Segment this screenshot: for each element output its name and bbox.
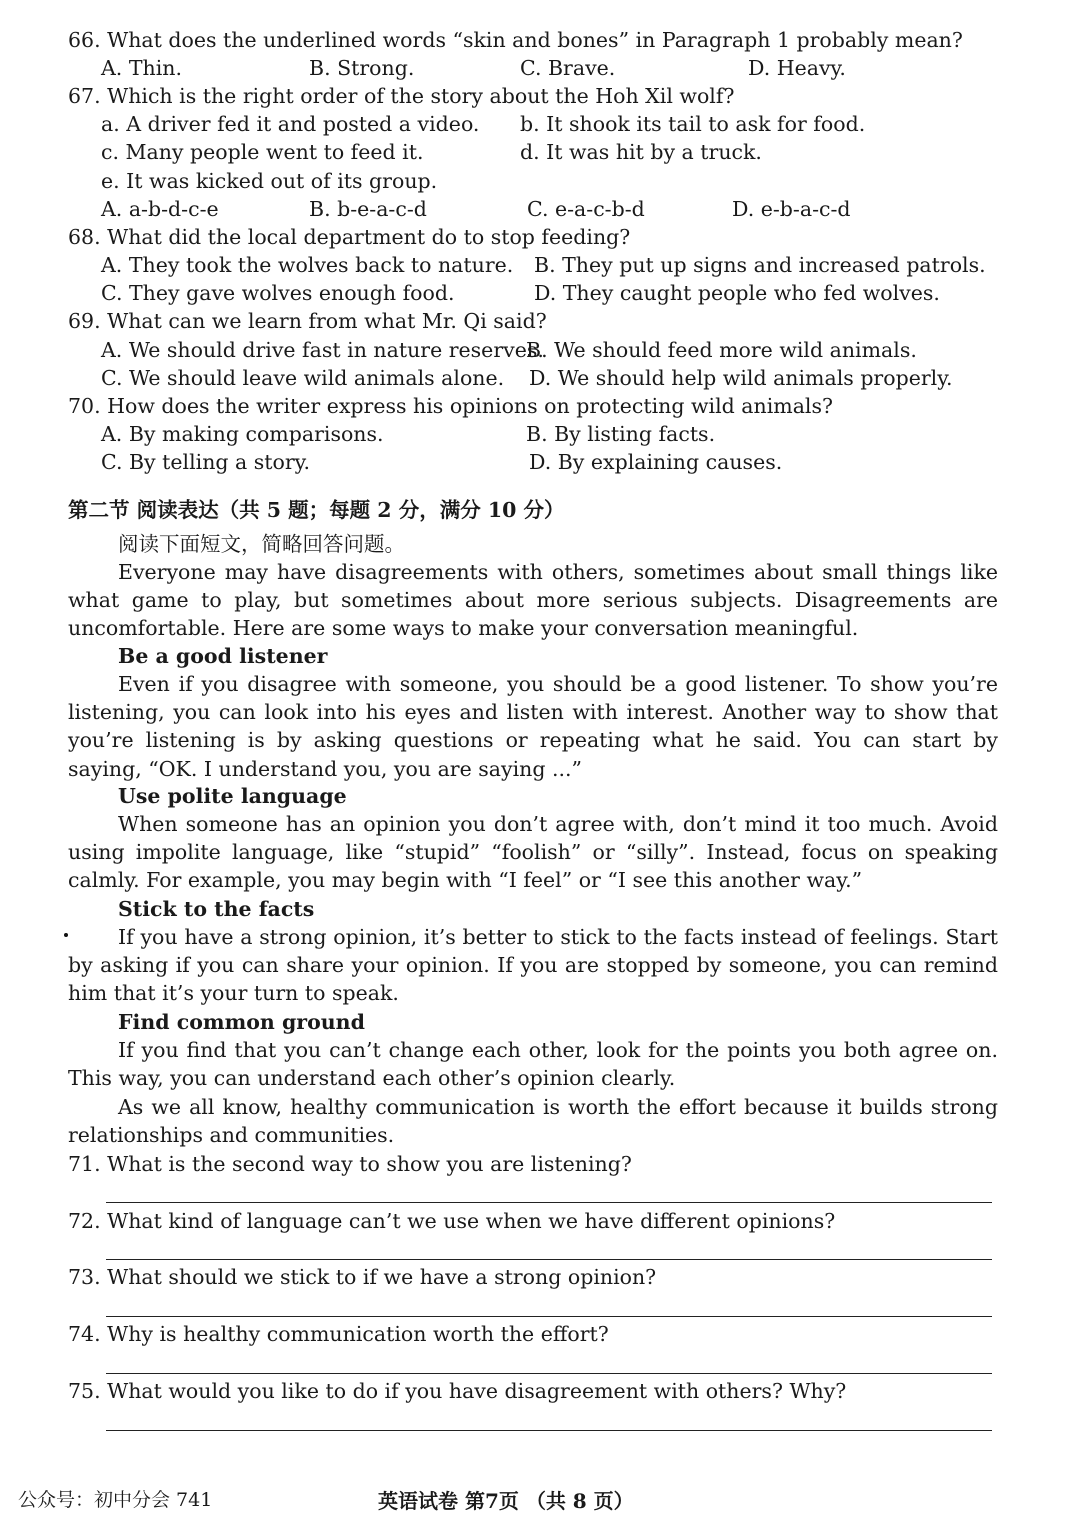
option-69-b: B. We should feed more wild animals. [526, 338, 917, 362]
answer-line-71[interactable] [106, 1202, 992, 1203]
question-68: 68. What did the local department do to stop feeding? [68, 225, 631, 249]
passage-paragraph-3 [68, 810, 998, 895]
option-67-a: A. a-b-d-c-e [101, 197, 219, 221]
passage-text: Everyone may have disagreements with others, sometimes about small things like what game to play, but sometimes about more serious subjects. Disagreements are uncomfortable. Here are some ways to make your conversation meaningful. [68, 560, 998, 641]
passage-text: If you have a strong opinion, it’s better to stick to the facts instead of feelings. Start by asking if you can share your opinion. If you are stopped by someone, you can remind him that it’s your turn to speak. [68, 925, 998, 1006]
option-70-a: A. By making comparisons. [101, 422, 384, 446]
option-68-c: C. They gave wolves enough food. [101, 281, 455, 305]
passage-text: Even if you disagree with someone, you should be a good listener. To show you’re listening, you can look into his eyes and listen with interest. Another way to show that you’re listening is by asking questions or repeating what he said. You can start by saying, “OK. I understand you, you are saying ...” [68, 672, 998, 781]
passage-heading-1: Be a good listener [118, 644, 328, 668]
event-67-d: d. It was hit by a truck. [520, 140, 762, 164]
passage-heading-3: Stick to the facts [118, 897, 315, 921]
option-66-b: B. Strong. [309, 56, 415, 80]
option-67-b: B. b-e-a-c-d [309, 197, 427, 221]
option-69-a: A. We should drive fast in nature reserves. [101, 338, 544, 362]
option-68-b: B. They put up signs and increased patrols. [534, 253, 986, 277]
section-instruction: 阅读下面短文，简略回答问题。 [118, 532, 405, 556]
option-66-d: D. Heavy. [748, 56, 846, 80]
option-69-c: C. We should leave wild animals alone. [101, 366, 505, 390]
passage-heading-2: Use polite language [118, 784, 347, 808]
option-69-d: D. We should help wild animals properly. [529, 366, 953, 390]
answer-line-72[interactable] [106, 1259, 992, 1260]
footer-page-number: 英语试卷 第7页 （共 8 页） [378, 1489, 634, 1513]
option-67-d: D. e-b-a-c-d [732, 197, 851, 221]
passage-text: As we all know, healthy communication is worth the effort because it builds strong relationships and communities. [68, 1095, 998, 1148]
event-67-b: b. It shook its tail to ask for food. [520, 112, 866, 136]
option-66-a: A. Thin. [101, 56, 182, 80]
passage-paragraph-1 [68, 558, 998, 643]
option-68-d: D. They caught people who fed wolves. [534, 281, 940, 305]
passage-text: If you find that you can’t change each other, look for the points you both agree on. This way, you can understand each other’s opinion clearly. [68, 1038, 998, 1091]
answer-line-73[interactable] [106, 1316, 992, 1317]
passage-paragraph-6 [68, 1093, 998, 1149]
question-71: 71. What is the second way to show you are listening? [68, 1152, 632, 1176]
option-70-b: B. By listing facts. [526, 422, 716, 446]
section-title: 第二节 阅读表达（共 5 题；每题 2 分，满分 10 分） [68, 498, 565, 522]
passage-paragraph-4 [68, 923, 998, 1008]
passage-paragraph-5 [68, 1036, 998, 1092]
option-66-c: C. Brave. [520, 56, 616, 80]
option-70-c: C. By telling a story. [101, 450, 311, 474]
passage-text: When someone has an opinion you don’t agree with, don’t mind it too much. Avoid using impolite language, like “stupid” “foolish” or “silly”. Instead, focus on speaking calmly. For example, you may begin with “I feel” or “I see this another way.” [68, 812, 998, 893]
question-69: 69. What can we learn from what Mr. Qi said? [68, 309, 547, 333]
question-73: 73. What should we stick to if we have a strong opinion? [68, 1265, 657, 1289]
question-74: 74. Why is healthy communication worth the effort? [68, 1322, 609, 1346]
question-70: 70. How does the writer express his opinions on protecting wild animals? [68, 394, 833, 418]
event-67-a: a. A driver fed it and posted a video. [101, 112, 480, 136]
option-67-c: C. e-a-c-b-d [527, 197, 645, 221]
question-75: 75. What would you like to do if you have disagreement with others? Why? [68, 1379, 847, 1403]
answer-line-75[interactable] [106, 1430, 992, 1431]
question-67: 67. Which is the right order of the story about the Hoh Xil wolf? [68, 84, 735, 108]
option-68-a: A. They took the wolves back to nature. [101, 253, 514, 277]
question-66: 66. What does the underlined words “skin and bones” in Paragraph 1 probably mean? [68, 28, 963, 52]
option-70-d: D. By explaining causes. [529, 450, 783, 474]
passage-paragraph-2 [68, 670, 998, 783]
footer-source: 公众号：初中分会 741 [18, 1489, 213, 1511]
event-67-c: c. Many people went to feed it. [101, 140, 424, 164]
event-67-e: e. It was kicked out of its group. [101, 169, 438, 193]
passage-heading-4: Find common ground [118, 1010, 365, 1034]
answer-line-74[interactable] [106, 1373, 992, 1374]
question-72: 72. What kind of language can’t we use when we have different opinions? [68, 1209, 836, 1233]
